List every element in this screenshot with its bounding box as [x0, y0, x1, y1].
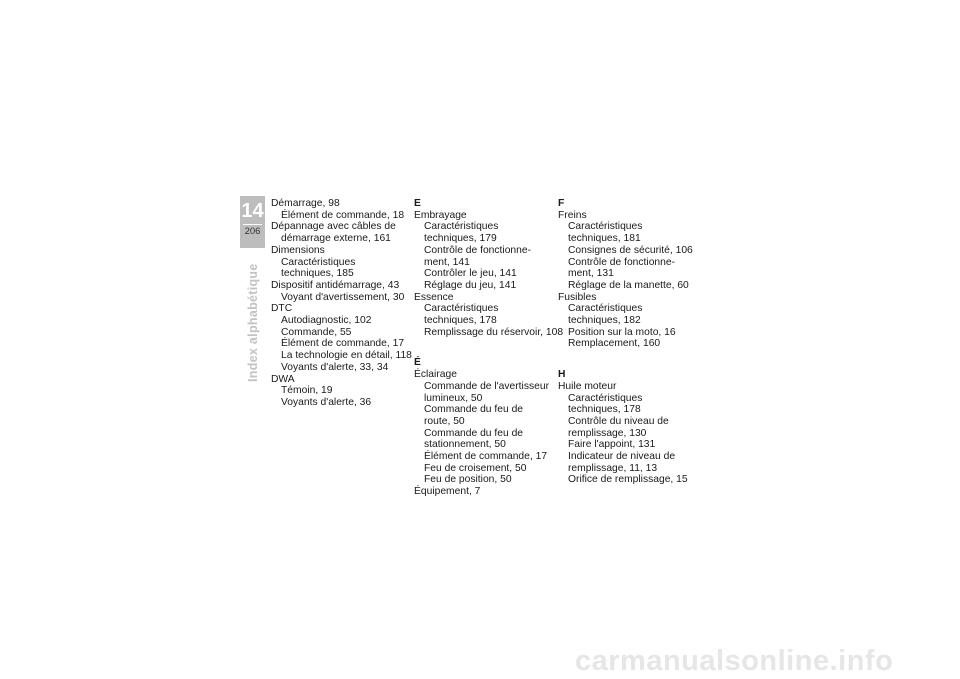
index-subentry: Caractéristiques — [424, 221, 499, 233]
index-subentry: lumineux, 50 — [424, 392, 483, 404]
chapter-number: 14 — [241, 200, 264, 222]
index-letter-heading: É — [414, 357, 421, 369]
index-subentry: remplissage, 130 — [568, 427, 647, 439]
chapter-tab — [240, 196, 265, 248]
index-subentry: Caractéristiques — [568, 221, 643, 233]
index-entry: Équipement, 7 — [414, 486, 481, 498]
index-subentry: Orifice de remplissage, 15 — [568, 474, 688, 486]
index-subentry: Commande de l'avertisseur — [424, 380, 550, 392]
index-subentry: Commande du feu de — [424, 404, 524, 416]
index-subentry: Caractéristiques — [568, 303, 643, 315]
index-entry: DWA — [271, 373, 295, 385]
index-subentry: Élément de commande, 17 — [281, 338, 405, 350]
index-letter-heading: F — [558, 198, 565, 209]
index-subentry: techniques, 185 — [281, 268, 354, 280]
index-subentry: Commande du feu de — [424, 427, 524, 439]
index-entry: Dispositif antidémarrage, 43 — [271, 279, 400, 291]
section-title: Index alphabétique — [246, 263, 260, 382]
index-entry: Embrayage — [414, 209, 467, 221]
index-subentry: remplissage, 11, 13 — [568, 462, 658, 474]
index-entry: Dépannage avec câbles de — [271, 221, 396, 233]
index-subentry: Remplacement, 160 — [568, 338, 661, 350]
index-subentry: Feu de croisement, 50 — [424, 462, 527, 474]
index-entry: Essence — [414, 291, 454, 303]
index-subentry: Réglage du jeu, 141 — [424, 279, 517, 291]
index-subentry: Élément de commande, 17 — [424, 451, 548, 463]
index-subentry: Voyants d'alerte, 36 — [281, 396, 372, 408]
index-subentry: La technologie en détail, 118 — [281, 350, 412, 362]
index-subentry: Consignes de sécurité, 106 — [568, 244, 693, 256]
index-column-2 — [414, 198, 563, 498]
index-letter-heading: H — [558, 369, 566, 381]
index-subentry: Commande, 55 — [281, 326, 352, 338]
index-subentry: Réglage de la manette, 60 — [568, 279, 689, 291]
index-subentry: Voyant d'avertissement, 30 — [281, 291, 405, 303]
index-column-1 — [271, 198, 412, 409]
index-subentry: stationnement, 50 — [424, 439, 506, 451]
index-subentry: route, 50 — [424, 415, 465, 427]
section-gap — [558, 350, 693, 369]
index-entry: Éclairage — [414, 369, 457, 381]
index-subentry: Contrôle de fonctionne- — [424, 244, 532, 256]
index-letter-heading: E — [414, 198, 421, 209]
index-subentry: démarrage externe, 161 — [281, 233, 391, 245]
index-entry: Dimensions — [271, 244, 325, 256]
index-subentry: Indicateur de niveau de — [568, 451, 676, 463]
index-subentry: ment, 131 — [568, 268, 614, 280]
watermark-text: carmanualsonline.info — [575, 645, 894, 677]
tab-divider — [243, 224, 262, 225]
index-subentry: Autodiagnostic, 102 — [281, 315, 372, 327]
index-subentry: Caractéristiques — [424, 303, 499, 315]
index-subentry: techniques, 178 — [568, 404, 641, 416]
index-entry: Huile moteur — [558, 380, 617, 392]
index-subentry: ment, 141 — [424, 256, 470, 268]
index-subentry: Contrôler le jeu, 141 — [424, 268, 517, 280]
section-gap — [414, 338, 563, 357]
index-subentry: Contrôle du niveau de — [568, 415, 669, 427]
index-subentry: Caractéristiques — [281, 256, 356, 268]
index-entry: DTC — [271, 303, 293, 315]
index-subentry: Élément de commande, 18 — [281, 209, 405, 221]
index-subentry: Témoin, 19 — [281, 385, 333, 397]
index-subentry: techniques, 179 — [424, 233, 497, 245]
index-subentry: Feu de position, 50 — [424, 474, 512, 486]
index-entry: Fusibles — [558, 291, 597, 303]
index-entry: Freins — [558, 209, 587, 221]
index-subentry: techniques, 178 — [424, 315, 497, 327]
index-subentry: Remplissage du réservoir, 108 — [424, 326, 564, 338]
index-subentry: Voyants d'alerte, 33, 34 — [281, 361, 389, 373]
index-entry: Démarrage, 98 — [271, 198, 340, 209]
index-subentry: Contrôle de fonctionne- — [568, 256, 676, 268]
index-subentry: Caractéristiques — [568, 392, 643, 404]
index-subentry: Faire l'appoint, 131 — [568, 439, 656, 451]
index-subentry: techniques, 182 — [568, 315, 641, 327]
index-subentry: Position sur la moto, 16 — [568, 326, 676, 338]
index-subentry: techniques, 181 — [568, 233, 641, 245]
page-number: 206 — [244, 226, 261, 237]
index-column-3 — [558, 198, 693, 486]
